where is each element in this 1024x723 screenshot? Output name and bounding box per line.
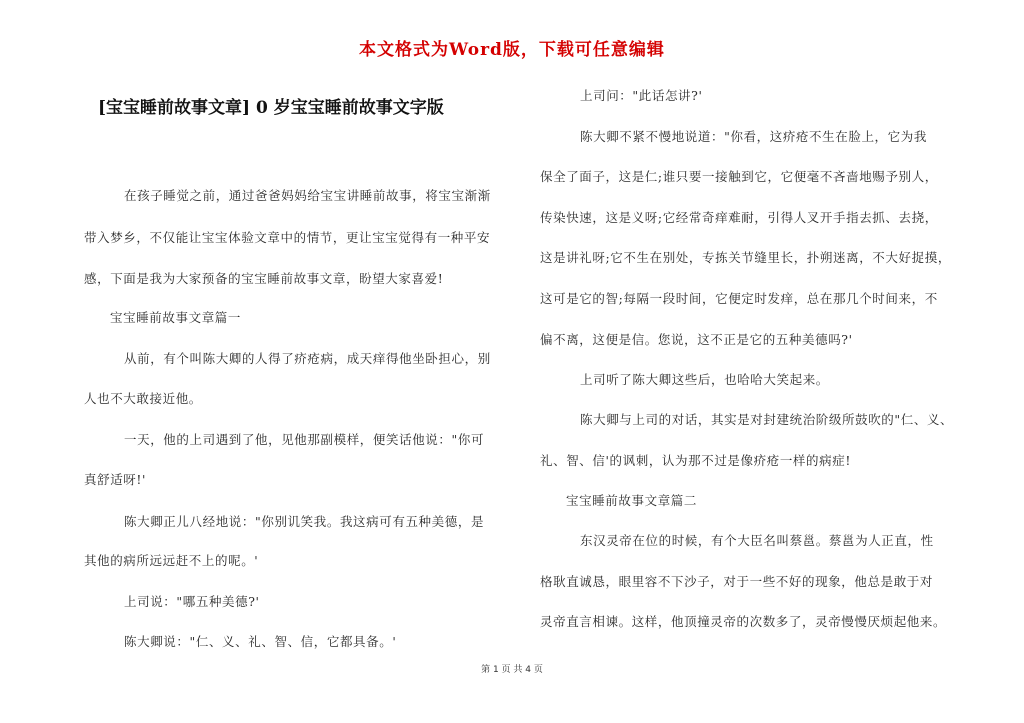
right-line-10: 礼、智、信'的讽刺，认为那不过是像疥疮一样的病症!	[540, 453, 851, 468]
left-line-12: 陈大卿说："仁、义、礼、智、信，它都具备。'	[124, 634, 397, 649]
left-line-3: 感，下面是我为大家预备的宝宝睡前故事文章，盼望大家喜爱!	[84, 271, 444, 286]
right-line-1: 上司问："此话怎讲?'	[580, 88, 703, 103]
right-line-7: 偏不离，这便是信。您说，这不正是它的五种美德吗?'	[540, 332, 853, 347]
document-banner: 本文格式为Word版，下载可任意编辑	[359, 40, 665, 60]
left-line-8: 真舒适呀!'	[84, 472, 147, 487]
section-heading-1: 宝宝睡前故事文章篇一	[110, 310, 242, 325]
right-line-14: 灵帝直言相谏。这样，他顶撞灵帝的次数多了，灵帝慢慢厌烦起他来。	[540, 614, 947, 629]
right-line-2: 陈大卿不紧不慢地说道："你看，这疥疮不生在脸上，它为我	[580, 129, 927, 144]
left-line-10: 其他的病所远远赶不上的呢。'	[84, 553, 259, 568]
right-line-4: 传染快速，这是义呀;它经常奇痒难耐，引得人叉开手指去抓、去挠，	[540, 210, 938, 225]
left-line-11: 上司说："哪五种美德?'	[124, 594, 260, 609]
document-title: [宝宝睡前故事文章] 0 岁宝宝睡前故事文字版	[98, 98, 444, 118]
right-line-8: 上司听了陈大卿这些后，也哈哈大笑起来。	[580, 372, 829, 387]
left-line-7: 一天，他的上司遇到了他，见他那副模样，便笑话他说："你可	[124, 432, 485, 447]
section-heading-2: 宝宝睡前故事文章篇二	[566, 493, 698, 508]
right-line-12: 东汉灵帝在位的时候，有个大臣名叫蔡邕。蔡邕为人正直，性	[580, 533, 934, 548]
left-line-2: 带入梦乡，不仅能让宝宝体验文章中的情节，更让宝宝觉得有一种平安	[84, 230, 491, 245]
left-line-9: 陈大卿正儿八经地说："你别讥笑我。我这病可有五种美德，是	[124, 514, 485, 529]
right-line-3: 保全了面子，这是仁;谁只要一接触到它，它便毫不吝啬地赐予别人，	[540, 169, 938, 184]
left-line-1: 在孩子睡觉之前，通过爸爸妈妈给宝宝讲睡前故事，将宝宝渐渐	[124, 188, 491, 203]
right-line-9: 陈大卿与上司的对话，其实是对封建统治阶级所鼓吹的"仁、义、	[580, 412, 954, 427]
right-line-6: 这可是它的智;每隔一段时间，它便定时发痒，总在那几个时间来，不	[540, 291, 938, 306]
left-line-6: 人也不大敢接近他。	[84, 391, 202, 406]
right-line-13: 格耿直诚恳，眼里容不下沙子，对于一些不好的现象，他总是敢于对	[540, 574, 934, 589]
left-line-5: 从前，有个叫陈大卿的人得了疥疮病，成天痒得他坐卧担心，别	[124, 351, 491, 366]
page-footer: 第 1 页 共 4 页	[481, 665, 543, 675]
right-line-5: 这是讲礼呀;它不生在别处，专拣关节缝里长，扑朔迷离，不大好捉摸，	[540, 250, 951, 265]
